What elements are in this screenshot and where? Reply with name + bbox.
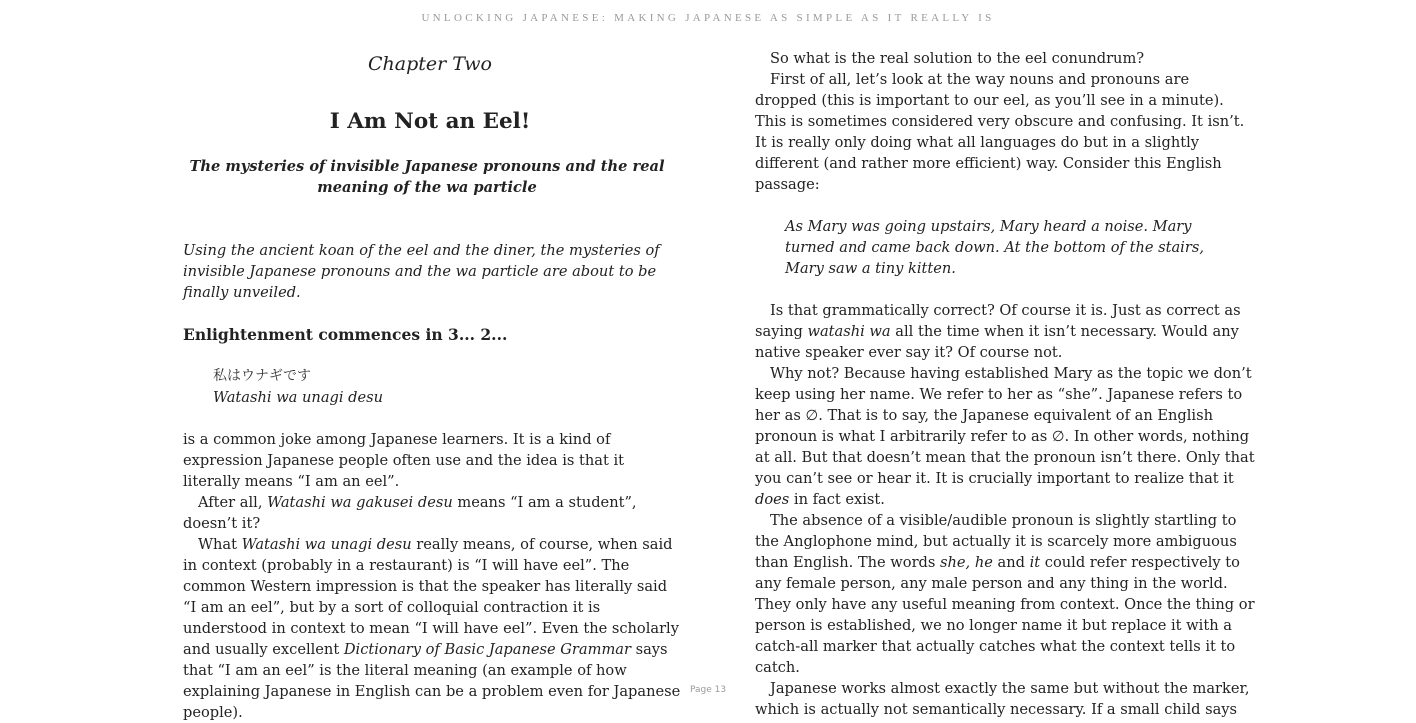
- example-sentence: [213, 366, 683, 408]
- chapter-subtitle: The mysteries of invisible Japanese pronouns and the real meaning of the wa particle: [189, 158, 665, 196]
- body-paragraph: [755, 363, 1255, 510]
- text-run: What: [198, 536, 242, 553]
- left-page-column: [183, 48, 683, 723]
- chapter-title: I Am Not an Eel!: [329, 109, 531, 134]
- body-paragraph: is a common joke among Japanese learners. It is a kind of expression Japanese people often use and the idea is that it literally means “I am an eel”.: [183, 431, 625, 490]
- emphasis: watashi wa: [807, 323, 891, 340]
- right-page-column: [755, 48, 1255, 720]
- book-title: Dictionary of Basic Japanese Grammar: [343, 641, 631, 658]
- example-romaji: Watashi wa unagi desu: [213, 389, 384, 406]
- text-run: really means, of course, when said in context (probably in a restaurant) is “I will have eel”. The common Western impression is that the speaker has literally said “I am an eel”, but by a sort of colloquial contraction it is understood in context to mean “I will have eel”. Even the scholarly and usually excellent: [183, 536, 679, 658]
- emphasis: does: [755, 491, 790, 508]
- body-paragraph: Japanese works almost exactly the same but without the marker, which is actually not semantically necessary. If a small child says: [755, 680, 1250, 718]
- page-number: Page 13: [689, 685, 727, 695]
- text-run: Is that grammatically correct? Of course it is. Just as correct as saying: [755, 302, 1241, 340]
- emphasis: she, he: [940, 554, 993, 571]
- chapter-label: Chapter Two: [368, 53, 492, 75]
- text-run: and: [992, 554, 1030, 571]
- body-paragraph: First of all, let’s look at the way nouns and pronouns are dropped (this is important to our eel, as you’ll see in a minute). This is sometimes considered very obscure and confusing. It isn’t. It is really only doing what all languages do but in a slightly different (and rather more efficient) way. Consider this English passage:: [755, 71, 1245, 193]
- text-run: could refer respectively to any female person, any male person and any thing in the world. They only have any useful meaning from context. Once the thing or person is established, we no longer name it but replace it with a catch-all marker that actually catches what the context tells it to catch.: [755, 554, 1255, 676]
- text-run: says that “I am an eel” is the literal meaning (an example of how explaining Japanese in English can be a problem even for Japanese people).: [183, 641, 681, 721]
- emphasis: Watashi wa unagi desu: [241, 536, 412, 553]
- running-header: UNLOCKING JAPANESE: MAKING JAPANESE AS SIMPLE AS IT REALLY IS: [421, 12, 995, 24]
- body-paragraph: [755, 300, 1255, 363]
- lead-line: Enlightenment commences in 3... 2...: [183, 325, 508, 344]
- text-run: in fact exist.: [789, 491, 885, 508]
- example-japanese: 私はウナギです: [213, 368, 311, 384]
- body-paragraph: [755, 510, 1255, 678]
- block-quote: As Mary was going upstairs, Mary heard a noise. Mary turned and came back down. At the bottom of the stairs, Mary saw a tiny kitten.: [785, 218, 1204, 277]
- text-run: After all,: [198, 494, 268, 511]
- text-run: all the time when it isn’t necessary. Would any native speaker ever say it? Of course not.: [755, 323, 1239, 361]
- emphasis: it: [1029, 554, 1041, 571]
- body-paragraph: [183, 492, 683, 534]
- emphasis: Watashi wa gakusei desu: [267, 494, 453, 511]
- body-paragraph: So what is the real solution to the eel conundrum?: [770, 50, 1145, 67]
- text-run: means “I am a student”, doesn’t it?: [183, 494, 637, 532]
- text-run: Why not? Because having established Mary as the topic we don’t keep using her name. We refer to her as “she”. Japanese refers to her as ∅. That is to say, the Japanese equivalent of an English pronoun is what I arbitrarily refer to as ∅. In other words, nothing at all. But that doesn’t mean that the pronoun isn’t there. Only that you can’t see or hear it. It is crucially important to realize that it: [755, 365, 1255, 487]
- chapter-intro: Using the ancient koan of the eel and the diner, the mysteries of invisible Japanese pronouns and the wa particle are about to be finally unveiled.: [183, 242, 660, 301]
- text-run: The absence of a visible/audible pronoun is slightly startling to the Anglophone mind, but actually it is scarcely more ambiguous than English. The words: [755, 512, 1237, 571]
